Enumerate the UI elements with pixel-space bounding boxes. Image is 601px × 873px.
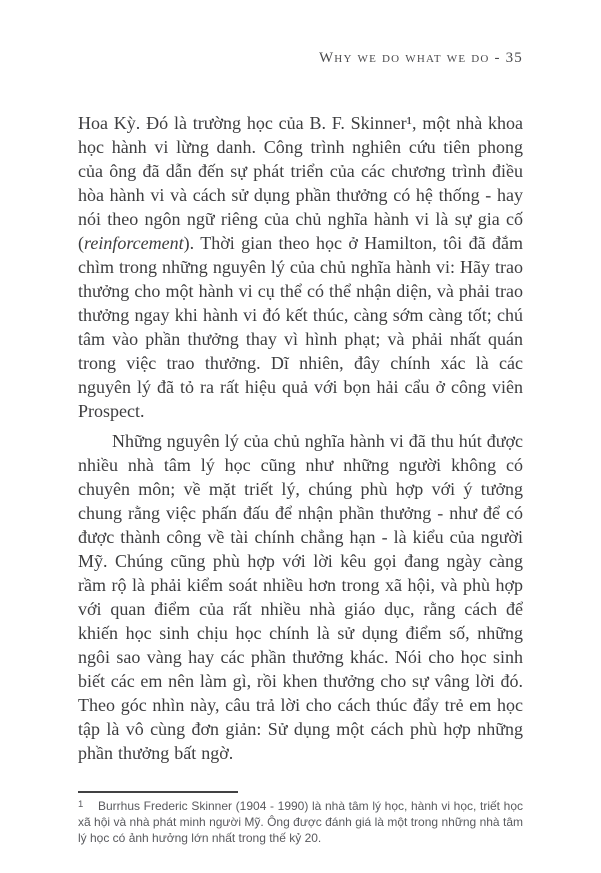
running-header: Why we do what we do - 35	[318, 50, 523, 66]
footnote-section	[78, 791, 523, 846]
footnote	[78, 798, 523, 846]
paragraph	[78, 111, 523, 423]
paragraph	[78, 429, 523, 765]
footnote-marker: 1	[78, 799, 84, 810]
italic-text-segment: reinforcement	[84, 233, 184, 253]
text-segment: ). Thời gian theo học ở Hamilton, tôi đã đắm chìm trong những nguyên lý của chủ nghĩa hành vi: Hãy trao thưởng cho một hành vi cụ thể có thể nhận diện, và phải trao thưởng ngay khi hành vi đó kết thúc, càng sớm càng tốt; chú tâm vào phần thưởng thay vì hình phạt; và phải nhất quán trong việc trao thưởng. Dĩ nhiên, đây chính xác là các nguyên lý đã tỏ ra rất hiệu quả với bọn hải cẩu ở công viên Prospect.	[78, 233, 523, 421]
footnote-text: Burrhus Frederic Skinner (1904 - 1990) là nhà tâm lý học, hành vi học, triết học xã hội và nhà phát minh người Mỹ. Ông được đánh giá là một trong những nhà tâm lý học có ảnh hưởng lớn nhất trong thế kỷ 20.	[78, 799, 523, 845]
text-segment: Hoa Kỳ. Đó là trường học của B. F. Skinner¹, một nhà khoa học hành vi lừng danh. Công trình nghiên cứu tiên phong của ông đã dẫn đến sự phát triển của các chương trình điều hòa hành vi và cách sử dụng phần thưởng có hệ thống - hay nói theo ngôn ngữ riêng của chủ nghĩa hành vi là sự gia cố (	[78, 113, 523, 253]
footnote-separator	[78, 791, 238, 793]
body-text	[78, 111, 523, 765]
text-segment: Những nguyên lý của chủ nghĩa hành vi đã thu hút được nhiều nhà tâm lý học cũng như những người không có chuyên môn; về mặt triết lý, chúng phù hợp với ý tưởng chung rằng việc phấn đấu để nhận phần thưởng - như để có được thành công về tài chính chẳng hạn - là kiểu của người Mỹ. Chúng cũng phù hợp với lời kêu gọi đang ngày càng rầm rộ là phải kiểm soát nhiều hơn trong xã hội, và phù hợp với quan điểm của rất nhiều nhà giáo dục, rằng cách để khiến học sinh chịu học chính là sử dụng điểm số, những ngôi sao vàng hay các phần thưởng khác. Nói cho học sinh biết các em nên làm gì, rồi khen thưởng cho sự vâng lời đó. Theo góc nhìn này, câu trả lời cho cách thúc đẩy trẻ em học tập là vô cùng đơn giản: Sử dụng một cách phù hợp những phần thưởng bất ngờ.	[78, 431, 523, 763]
